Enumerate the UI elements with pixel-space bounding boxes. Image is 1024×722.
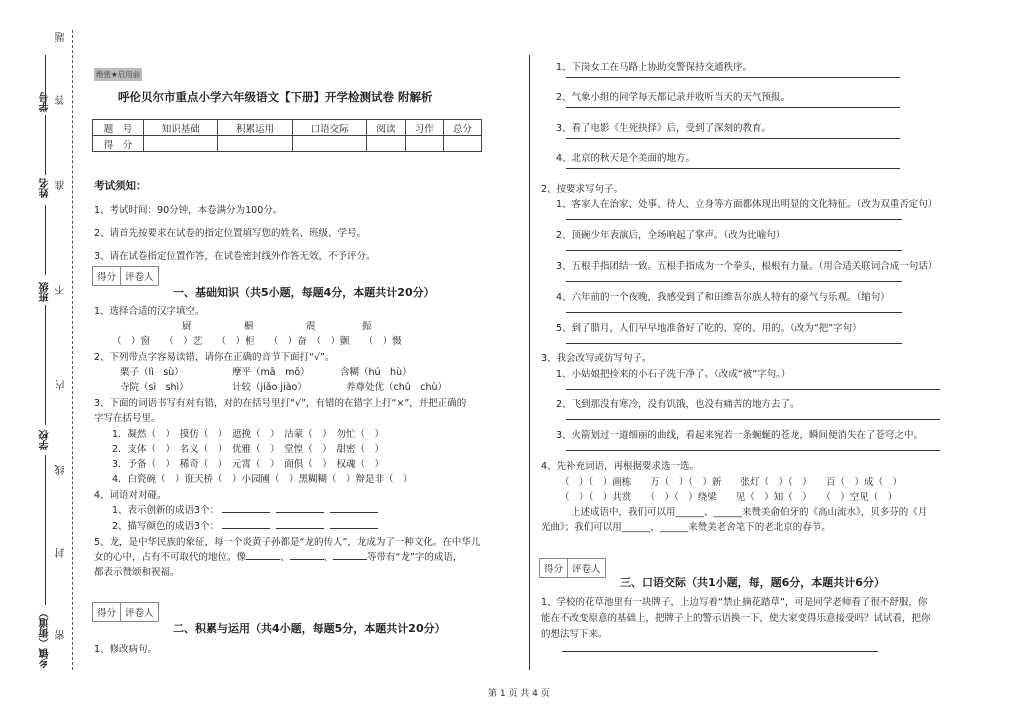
grader-reviewer-label: 评卷人: [125, 608, 154, 619]
s1-q4-b: [112, 518, 378, 532]
score-table: [92, 119, 482, 152]
s1-q2-item: 栗子（lì sù）: [120, 367, 184, 378]
s2-q2-item: 2、顶碗少年表演后，全场响起了掌声。（改为比喻句）: [556, 230, 786, 241]
s1-q2-item: 计较（jiǎo jiào）: [232, 382, 307, 393]
s2-q2: 2、按要求写句子。: [541, 184, 624, 195]
score-input-cell[interactable]: [443, 136, 481, 152]
s2-q4-line: 光曲》；我们可以用______、______来赞美老舍笔下的老北京的春节。: [541, 522, 831, 533]
score-cell: 阅读: [367, 120, 405, 136]
s1-q2: 2、下列带点字容易读错，请你在正确的音节下面打“√”。: [94, 352, 335, 363]
answer-line[interactable]: [566, 419, 940, 420]
margin-label: 准: [56, 180, 67, 190]
s2-q2-item: 3、五根手指团结一致。五根手指成为一个拳头，根根有力量。（用合适关联词合成一句话）: [556, 261, 938, 272]
notice-item: 3、请在试卷指定位置作答，在试卷密封线外作答无效，不予评分。: [94, 251, 376, 262]
answer-blank[interactable]: [222, 512, 270, 513]
s1-q4-a-label: 1、表示创新的成语3个：: [112, 505, 220, 516]
margin-label: 学校: [40, 430, 51, 450]
page-title: 呼伦贝尔市重点小学六年级语文【下册】开学检测试卷 附解析: [118, 90, 433, 104]
s1-q2-item: 寺院（sì shì）: [120, 382, 189, 393]
margin-line: [45, 305, 46, 425]
answer-blank[interactable]: [276, 528, 324, 529]
s2-q1-item: 3、看了电影《生死抉择》后，受到了深刻的教育。: [556, 123, 772, 134]
score-cell: 习作: [405, 120, 443, 136]
binding-line: [72, 30, 73, 670]
s1-q2-item: 含糊（hú hù）: [340, 367, 412, 378]
s2-q2-item: 4、六年前的一个夜晚，我感受到了和田维吾尔族人特有的豪气与乐观。（缩句）: [556, 292, 890, 303]
s3-line: 1、学校的花草池里有一块牌子，上边写着“禁止摘花踏草”，可是同学老师看了很不舒服，你: [541, 597, 928, 608]
s2-q3-item: 1、小姑娘把捡来的小石子洗干净了。（改成“被”字句。）: [556, 369, 791, 380]
s2-q2-item: 1、客家人在治家、处事、待人、立身等方面都体现出明显的文化特征。（改为双重否定句）: [556, 199, 938, 210]
answer-line[interactable]: [562, 651, 878, 652]
margin-label: 线: [56, 465, 67, 475]
section2-title: 二、积累与运用（共4小题，每题5分，本题共计20分）: [173, 622, 446, 635]
s1-q2-item: 养尊处优（chǔ chù）: [346, 382, 448, 393]
answer-blank[interactable]: [330, 528, 378, 529]
answer-line[interactable]: [566, 312, 902, 313]
s1-q4-b-label: 2、描写颜色的成语3个：: [112, 521, 220, 532]
grader-box: [92, 266, 159, 286]
score-cell: 总分: [443, 120, 481, 136]
s1-q3-row: 1．凝然（ ） 摸仿（ ） 遮挽（ ） 沽蒙（ ） 勿忙（ ）: [112, 429, 385, 440]
answer-line[interactable]: [566, 250, 902, 251]
margin-label: 封: [56, 548, 67, 558]
margin-label: 不: [56, 285, 67, 295]
secret-label: 绝密★启用前: [96, 70, 141, 79]
s3-line: 能在不改变原意的基础上，把牌子上的警示语换一下，使大家变得乐意接受吗？试试看，把你: [541, 613, 931, 624]
score-input-cell[interactable]: [405, 136, 443, 152]
s1-q5-text: 等带有“龙”字的成语，: [367, 552, 463, 563]
answer-blank[interactable]: [222, 528, 270, 529]
notice-item: 2、请首先按要求在试卷的指定位置填写您的姓名、班级、学号。: [94, 228, 367, 239]
s1-q5-line: 女的心中，占有不可取代的地位。像 、 、 等带有“龙”字的成语，: [94, 552, 463, 563]
s1-q3-row: 4．白瓷碗（ ）诳天桥（ ）小园圃（ ）黑糊糊（ ）辩是非（ ）: [112, 474, 413, 485]
s2-q4: 4、先补充词语，再根据要求选一选。: [541, 461, 700, 472]
s1-q1-char: 震: [306, 321, 316, 332]
grader-score-label: 得分: [93, 267, 121, 285]
grader-box: [539, 558, 606, 578]
grader-score-label: 得分: [540, 559, 568, 577]
page-number: 第 1 页 共 4 页: [488, 689, 550, 699]
notice-item: 1、考试时间：90分钟，本卷满分为100分。: [94, 205, 283, 216]
s2-q4-row: （ ）（ ）画栋 万（ ）（ ）新 张灯（ ）（ ） 百（ ）成（ ）: [560, 477, 903, 488]
answer-line[interactable]: [566, 107, 900, 108]
s1-q1-char: 橱: [244, 321, 254, 332]
s1-q3-line: 字写在括号里。: [94, 413, 161, 424]
answer-blank[interactable]: [333, 559, 367, 560]
answer-line[interactable]: [566, 219, 902, 220]
margin-label: 姓名: [40, 178, 51, 198]
s1-q1: 1、选择合适的汉字填空。: [94, 306, 205, 317]
s2-q3-item: 3、火箭划过一道细丽的曲线，看起来宛若一条蜿蜒的苍龙，瞬间便消失在了苍穹之中。: [556, 430, 924, 441]
s1-q5-text: 女的心中，占有不可取代的地位。像: [94, 552, 247, 563]
s1-q1-char: 振: [362, 321, 372, 332]
s1-q3-row: 3．予备（ ） 稀奇（ ） 元霄（ ） 面俱（ ） 权魂（ ）: [112, 459, 385, 470]
score-cell: 题 号: [93, 120, 144, 136]
score-cell: 积累运用: [218, 120, 292, 136]
answer-blank[interactable]: [330, 512, 378, 513]
score-cell: 知识基础: [144, 120, 218, 136]
s2-q2-item: 5、到了腊月，人们早早地准备好了吃的、穿的、用的。（改为“把”字句）: [556, 323, 862, 334]
grader-reviewer-label: 评卷人: [125, 272, 154, 283]
s1-q3-row: 2．支体（ ） 名义（ ） 优雅（ ） 堂惶（ ） 甜密（ ）: [112, 444, 385, 455]
s1-q5-line: 都表示赞颂和祝福。: [94, 567, 180, 578]
s2-q4-row: （ ）（ ）共赏 （ ）（ ）绕梁 见（ ）知（ ） （ ）空见（ ）: [560, 492, 898, 503]
margin-line: [45, 115, 46, 175]
margin-label: 班级: [40, 282, 51, 302]
s1-q1-char: 厨: [182, 321, 192, 332]
s2-q4-line: 上述成语中，我们可以用______、______来赞美俞伯牙的《高山流水》，贝多芬的《月: [571, 507, 928, 518]
score-table-score-row: [93, 136, 482, 152]
s1-q1-blanks: （ ）窗 （ ）艺 （ ）柜 （ ）奋 （ ）颤 （ ）慑: [112, 336, 402, 347]
answer-line[interactable]: [566, 77, 900, 78]
margin-label: 学号: [40, 92, 51, 112]
answer-line[interactable]: [566, 343, 902, 344]
score-input-cell[interactable]: [292, 136, 366, 152]
answer-line[interactable]: [566, 281, 902, 282]
answer-line[interactable]: [566, 389, 940, 390]
score-table-header-row: [93, 120, 482, 136]
s1-q4-a: [112, 502, 378, 516]
section3-title: 三、口语交际（共1小题，每，题6分，本题共计6分）: [620, 576, 885, 589]
score-input-cell[interactable]: [144, 136, 218, 152]
s1-q2-item: 摩平（mā mō）: [232, 367, 310, 378]
s2-q3: 3、我会改写或仿写句子。: [541, 353, 652, 364]
answer-line[interactable]: [566, 168, 900, 169]
answer-blank[interactable]: [276, 512, 324, 513]
score-input-cell[interactable]: [218, 136, 292, 152]
s1-q3-line: 3、下面的词语书写有对有错，对的在括号里打“√”，有错的在错字上打“×”，并把正确的: [94, 398, 467, 409]
answer-line[interactable]: [566, 138, 900, 139]
section1-title: 一、基础知识（共5小题，每题4分，本题共计20分）: [173, 286, 435, 299]
s1-q5-line: 5、龙，是中华民族的象征，每一个炎黄子孙都是“龙的传人”，龙成为了一种文化。在中华儿: [94, 537, 481, 548]
s2-q1-item: 1、下岗女工在马路上协助交警保持交通秩序。: [556, 62, 753, 73]
margin-line: [45, 455, 46, 605]
grader-score-label: 得分: [93, 603, 121, 621]
notice-heading: 考试须知：: [94, 180, 147, 192]
s2-q1-item: 4、北京的秋天是个美面的地方。: [556, 153, 696, 164]
answer-blank[interactable]: [290, 559, 324, 560]
margin-label: 密: [56, 630, 67, 640]
answer-line[interactable]: [566, 450, 940, 451]
score-cell: 口语交际: [292, 120, 366, 136]
column-divider: [529, 55, 530, 670]
score-cell: 得 分: [93, 136, 144, 152]
margin-label: 乡镇（街道）: [40, 608, 51, 668]
margin-label: 内: [56, 380, 67, 390]
grader-reviewer-label: 评卷人: [572, 564, 601, 575]
answer-blank[interactable]: [246, 559, 280, 560]
grader-box: [92, 602, 159, 622]
margin-line: [45, 205, 46, 275]
s3-line: 的想法写下来。: [541, 629, 608, 640]
score-input-cell[interactable]: [367, 136, 405, 152]
margin-label: 答: [56, 95, 67, 105]
s2-q3-item: 2、飞到那没有寒冷，没有饥饿，也没有痛苦的地方去了。: [556, 399, 800, 410]
s2-q1-item: 2、气象小组的同学每天都记录并收听当天的天气预报。: [556, 92, 791, 103]
margin-label: 题: [56, 32, 67, 42]
s1-q4: 4、词语对对碰。: [94, 490, 167, 501]
s2-q1: 1、修改病句。: [94, 644, 158, 655]
